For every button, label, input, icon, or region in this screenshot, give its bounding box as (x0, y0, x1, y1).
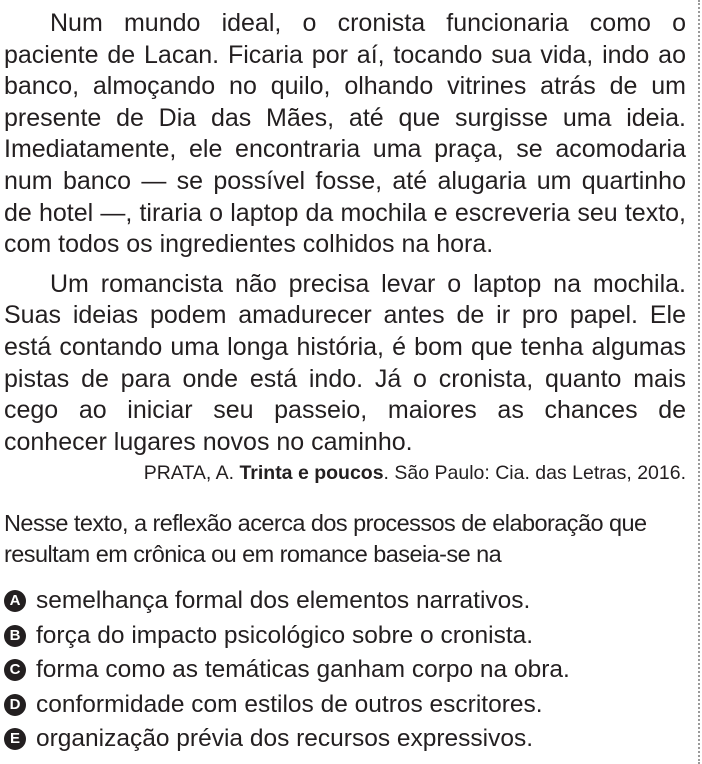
option-d-letter-badge: D (4, 694, 26, 716)
option-e-text: organização prévia dos recursos expressivos. (36, 725, 534, 753)
source-author: PRATA, A. (143, 462, 240, 484)
answer-options (4, 584, 688, 757)
option-c-text: forma como as temáticas ganham corpo na obra. (36, 656, 570, 684)
option-e-letter-badge: E (4, 728, 26, 750)
source-citation (4, 459, 686, 487)
passage (4, 8, 686, 458)
option-d-text: conformidade com estilos de outros escritores. (36, 690, 543, 718)
option-a[interactable] (4, 584, 688, 619)
option-a-letter-badge: A (4, 590, 26, 612)
passage-paragraph-1: Num mundo ideal, o cronista funcionaria como o paciente de Lacan. Ficaria por aí, tocando sua vida, indo ao banco, almoçando no quilo, olhando vitrines atrás de um presente de Dia das Mães, até que surgisse uma ideia. Imediatamente, ele encontraria uma praça, se acomodaria num banco — se possível fosse, até alugaria um quartinho de hotel —, tiraria o laptop da mochila e escreveria seu texto, com todos os ingredientes colhidos na hora. (4, 9, 686, 259)
source-publication: . São Paulo: Cia. das Letras, 2016. (383, 462, 686, 484)
option-a-text: semelhança formal dos elementos narrativos. (36, 587, 531, 615)
passage-paragraph-2: Um romancista não precisa levar o laptop na mochila. Suas ideias podem amadurecer antes de ir pro papel. Ele está contando uma longa história, é bom que tenha algumas pistas de para onde está indo. Já o cronista, quanto mais cego ao iniciar seu passeio, maiores as chances de conhecer lugares novos no caminho. (4, 269, 686, 456)
option-b-letter-badge: B (4, 625, 26, 647)
option-c[interactable] (4, 653, 688, 688)
option-b[interactable] (4, 619, 688, 654)
question-stem: Nesse texto, a reflexão acerca dos processos de elaboração que resultam em crônica ou em romance baseia-se na (4, 510, 647, 567)
page-edge-dotted-rule (698, 0, 700, 764)
option-c-letter-badge: C (4, 659, 26, 681)
option-e[interactable] (4, 722, 688, 757)
option-b-text: força do impacto psicológico sobre o cronista. (36, 621, 534, 649)
option-d[interactable] (4, 688, 688, 723)
source-book-title: Trinta e poucos (239, 462, 384, 484)
